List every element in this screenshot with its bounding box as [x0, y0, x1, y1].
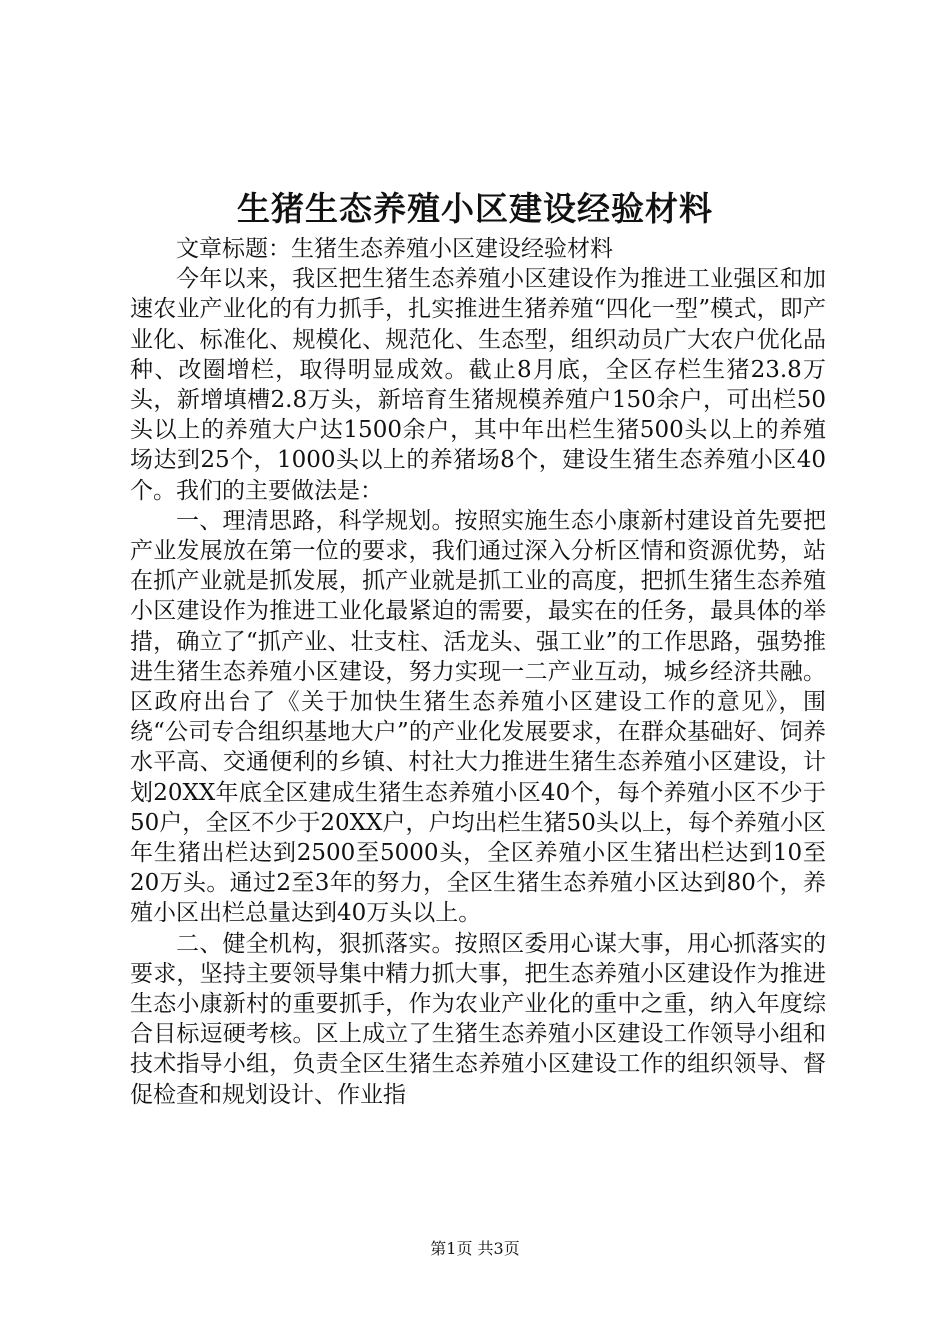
document-title: 生猪生态养殖小区建设经验材料 [237, 189, 713, 228]
article-title-line: 文章标题：生猪生态养殖小区建设经验材料 [176, 236, 613, 262]
section-two-paragraph: 二、健全机构，狠抓落实。按照区委用心谋大事，用心抓落实的要求，坚持主要领导集中精力抓大事，把生态养殖小区建设作为推进生态小康新村的重要抓手，作为农业产业化的重中之重，纳入年度综合目标逗硬考核。区上成立了生猪生态养殖小区建设工作领导小组和技术指导小组，负责全区生猪生态养殖小区建设工作的组织领导、督促检查和规划设计、作业指 [130, 930, 826, 1108]
document-body [130, 234, 826, 1110]
page-number: 第1页 共3页 [430, 1239, 520, 1258]
section-one-paragraph: 一、理清思路，科学规划。按照实施生态小康新村建设首先要把产业发展放在第一位的要求，我们通过深入分析区情和资源优势，站在抓产业就是抓发展，抓产业就是抓工业的高度，把抓生猪生态养殖小区建设作为推进工业化最紧迫的需要，最实在的任务，最具体的举措，确立了“抓产业、壮支柱、活龙头、强工业”的工作思路，强势推进生猪生态养殖小区建设，努力实现一二产业互动，城乡经济共融。区政府出台了《关于加快生猪生态养殖小区建设工作的意见》，围绕“公司专合组织基地大户”的产业化发展要求，在群众基础好、饲养水平高、交通便利的乡镇、村社大力推进生猪生态养殖小区建设，计划20XX年底全区建成生猪生态养殖小区40个，每个养殖小区不少于50户，全区不少于20XX户，户均出栏生猪50头以上，每个养殖小区年生猪出栏达到2500至5000头，全区养殖小区生猪出栏达到10至20万头。通过2至3年的努力，全区生猪生态养殖小区达到80个，养殖小区出栏总量达到40万头以上。 [130, 507, 826, 927]
intro-paragraph: 今年以来，我区把生猪生态养殖小区建设作为推进工业强区和加速农业产业化的有力抓手，扎实推进生猪养殖“四化一型”模式，即产业化、标准化、规模化、规范化、生态型，组织动员广大农户优化品种、改圈增栏，取得明显成效。截止8月底，全区存栏生猪23.8万头，新增填槽2.8万头，新培育生猪规模养殖户150余户，可出栏50头以上的养殖大户达1500余户，其中年出栏生猪500头以上的养殖场达到25个，1000头以上的养猪场8个，建设生猪生态养殖小区40个。我们的主要做法是： [130, 266, 826, 504]
